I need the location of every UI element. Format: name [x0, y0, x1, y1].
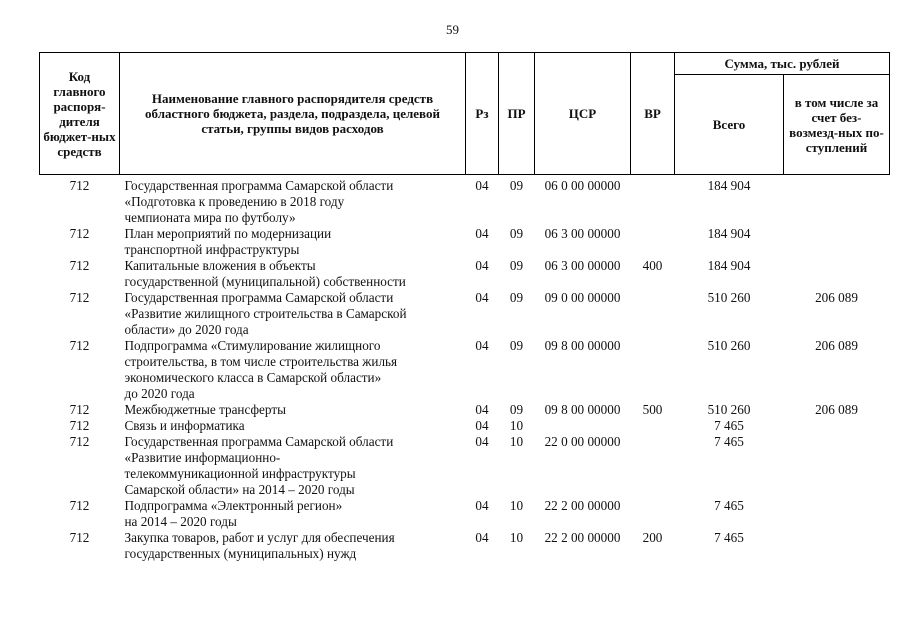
row-vr: 400 — [642, 258, 663, 273]
header-csr: ЦСР — [535, 53, 631, 175]
row-rz: 04 — [475, 338, 489, 353]
table-row — [40, 418, 890, 434]
row-pr: 10 — [509, 418, 524, 433]
row-pr: 09 — [509, 226, 524, 241]
row-free — [784, 226, 890, 258]
row-free: 206 089 — [815, 402, 858, 417]
row-name: Государственная программа Самарской области «Развитие информационно- телекоммуникационной инфраструктуры Самарской области» на 2014 – 2020 годы — [124, 434, 394, 497]
row-csr: 09 8 00 00000 — [544, 338, 621, 353]
table-row — [40, 434, 890, 498]
row-free — [784, 175, 890, 227]
row-vr — [631, 226, 675, 258]
page-number: 59 — [446, 22, 459, 37]
row-code: 712 — [69, 418, 90, 433]
row-total: 184 904 — [707, 258, 751, 273]
row-total: 7 465 — [714, 498, 744, 513]
header-rz: Рз — [466, 53, 499, 175]
row-vr — [631, 434, 675, 498]
table-header — [40, 53, 890, 175]
row-csr: 06 3 00 00000 — [544, 258, 621, 273]
row-csr: 09 8 00 00000 — [544, 402, 621, 417]
row-total: 184 904 — [707, 178, 751, 193]
row-csr — [535, 418, 631, 434]
row-rz: 04 — [475, 498, 489, 513]
row-name: План мероприятий по модернизации транспортной инфраструктуры — [124, 226, 332, 257]
row-csr: 22 2 00 00000 — [544, 530, 621, 545]
row-code: 712 — [69, 258, 90, 273]
row-code: 712 — [69, 498, 90, 513]
row-name: Закупка товаров, работ и услуг для обеспечения государственных (муниципальных) нужд — [124, 530, 395, 561]
row-total: 510 260 — [707, 338, 751, 353]
row-csr: 06 0 00 00000 — [544, 178, 621, 193]
row-name: Капитальные вложения в объекты государственной (муниципальной) собственности — [124, 258, 406, 289]
budget-table — [39, 52, 890, 562]
header-name: Наименование главного распорядителя средств областного бюджета, раздела, подраздела, целевой статьи, группы видов расходов — [120, 53, 466, 175]
header-free: в том числе за счет без-возмезд-ных по-ступлений — [784, 75, 890, 175]
row-pr: 09 — [509, 258, 524, 273]
row-pr: 09 — [509, 338, 524, 353]
row-total: 7 465 — [714, 418, 744, 433]
header-vr: ВР — [631, 53, 675, 175]
row-csr: 22 2 00 00000 — [544, 498, 621, 513]
row-free — [784, 530, 890, 562]
row-vr — [631, 338, 675, 402]
row-free — [784, 434, 890, 498]
row-pr: 09 — [509, 178, 524, 193]
row-name: Подпрограмма «Стимулирование жилищного строительства, в том числе строительства жилья экономического класса в Самарской области» до 2020 года — [124, 338, 398, 401]
row-free — [784, 498, 890, 530]
header-code: Код главного распоря-дителя бюджет-ных средств — [40, 53, 120, 175]
row-rz: 04 — [475, 226, 489, 241]
row-name: Подпрограмма «Электронный регион» на 2014 – 2020 годы — [124, 498, 343, 529]
row-name: Государственная программа Самарской области «Подготовка к проведению в 2018 году чемпионата мира по футболу» — [124, 178, 394, 225]
row-pr: 10 — [509, 498, 524, 513]
table-row — [40, 258, 890, 290]
row-code: 712 — [69, 178, 90, 193]
row-vr: 500 — [642, 402, 663, 417]
row-csr: 06 3 00 00000 — [544, 226, 621, 241]
header-pr: ПР — [499, 53, 535, 175]
table-row — [40, 338, 890, 402]
row-name: Связь и информатика — [124, 418, 245, 433]
row-rz: 04 — [475, 530, 489, 545]
row-free: 206 089 — [815, 290, 858, 305]
table-row — [40, 290, 890, 338]
row-code: 712 — [69, 434, 90, 449]
table-row — [40, 175, 890, 227]
table-row — [40, 402, 890, 418]
row-rz: 04 — [475, 258, 489, 273]
row-code: 712 — [69, 530, 90, 545]
row-vr — [631, 418, 675, 434]
row-rz: 04 — [475, 418, 489, 433]
row-pr: 09 — [509, 402, 524, 417]
row-csr: 09 0 00 00000 — [544, 290, 621, 305]
row-rz: 04 — [475, 290, 489, 305]
row-vr — [631, 290, 675, 338]
row-free — [784, 258, 890, 290]
row-rz: 04 — [475, 434, 489, 449]
row-free — [784, 418, 890, 434]
row-rz: 04 — [475, 178, 489, 193]
row-total: 510 260 — [707, 402, 751, 417]
table-body — [40, 175, 890, 563]
row-name: Межбюджетные трансферты — [124, 402, 286, 417]
table-row — [40, 498, 890, 530]
row-total: 7 465 — [714, 530, 744, 545]
row-total: 184 904 — [707, 226, 751, 241]
row-total: 7 465 — [714, 434, 744, 449]
table-row — [40, 226, 890, 258]
row-vr — [631, 175, 675, 227]
row-code: 712 — [69, 338, 90, 353]
row-free: 206 089 — [815, 338, 858, 353]
row-total: 510 260 — [707, 290, 751, 305]
header-sum: Сумма, тыс. рублей — [675, 53, 890, 75]
row-name: Государственная программа Самарской области «Развитие жилищного строительства в Самарской области» до 2020 года — [124, 290, 407, 337]
row-pr: 10 — [509, 434, 524, 449]
row-vr: 200 — [642, 530, 663, 545]
row-code: 712 — [69, 402, 90, 417]
row-csr: 22 0 00 00000 — [544, 434, 621, 449]
header-total: Всего — [675, 75, 784, 175]
row-pr: 09 — [509, 290, 524, 305]
row-pr: 10 — [509, 530, 524, 545]
table-row — [40, 530, 890, 562]
row-code: 712 — [69, 290, 90, 305]
row-vr — [631, 498, 675, 530]
row-code: 712 — [69, 226, 90, 241]
row-rz: 04 — [475, 402, 489, 417]
